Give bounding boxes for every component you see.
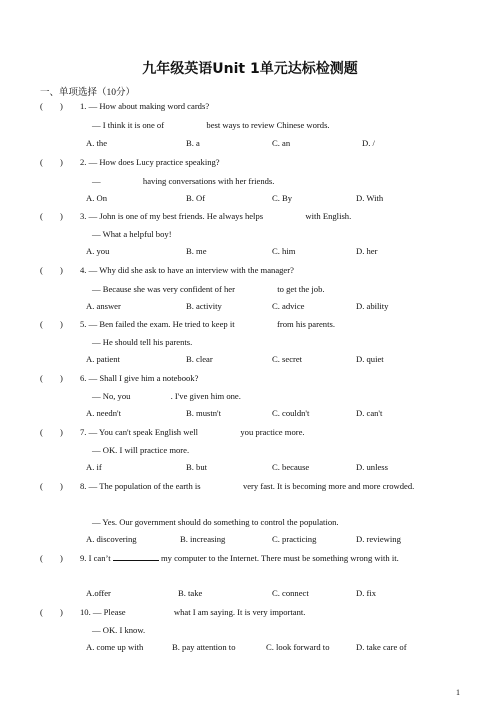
question-4: ( ) 4. — Why did she ask to have an interview with the manager? [40, 265, 294, 275]
question-2-line2: — having conversations with her friends. [92, 176, 275, 186]
option-d: D. her [356, 246, 378, 256]
question-3: ( ) 3. — John is one of my best friends. He always helps with English. [40, 211, 352, 221]
option-c: C. look forward to [266, 642, 330, 652]
option-d: D. ability [356, 301, 389, 311]
option-d: D. fix [356, 588, 377, 598]
option-c: C. connect [272, 588, 309, 598]
question-10-line2: — OK. I know. [92, 625, 146, 635]
question-2: ( ) 2. — How does Lucy practice speaking? [40, 157, 220, 167]
question-8-line2: — Yes. Our government should do something to control the population. [92, 517, 339, 527]
option-a: A. come up with [86, 642, 144, 652]
option-d: D. take care of [356, 642, 407, 652]
option-b: B. Of [186, 193, 206, 203]
option-a: A. you [86, 246, 110, 256]
section-heading: 一、单项选择（10分） [40, 88, 136, 98]
option-a: A. On [86, 193, 108, 203]
option-a: A. if [86, 462, 102, 472]
option-c: C. because [272, 462, 310, 472]
option-a: A. answer [86, 301, 121, 311]
page-title: 九年级英语Unit 1单元达标检测题 [142, 61, 358, 77]
option-d: D. / [362, 138, 375, 148]
option-b: B. increasing [180, 534, 226, 544]
question-7-line2: — OK. I will practice more. [92, 445, 190, 455]
option-b: B. me [186, 246, 207, 256]
question-1: ( ) 1. — How about making word cards? [40, 101, 210, 111]
question-8: ( ) 8. — The population of the earth is very fast. It is becoming more and more crowded. [40, 481, 415, 491]
option-a: A. discovering [86, 534, 137, 544]
question-7: ( ) 7. — You can't speak English well you practice more. [40, 427, 305, 437]
underline-blank [113, 552, 159, 561]
option-c: C. secret [272, 354, 303, 364]
option-b: B. but [186, 462, 208, 472]
question-6-line2: — No, you . I've given him one. [92, 391, 241, 401]
option-a: A.offer [86, 588, 111, 598]
option-b: B. mustn't [186, 408, 221, 418]
question-1-line2: — I think it is one of best ways to review Chinese words. [92, 120, 330, 130]
option-c: C. By [272, 193, 293, 203]
option-c: C. him [272, 246, 296, 256]
option-c: C. couldn't [272, 408, 310, 418]
option-d: D. reviewing [356, 534, 401, 544]
question-6: ( ) 6. — Shall I give him a notebook? [40, 373, 199, 383]
option-b: B. activity [186, 301, 222, 311]
option-c: C. an [272, 138, 291, 148]
option-d: D. With [356, 193, 384, 203]
option-c: C. practicing [272, 534, 317, 544]
question-10: ( ) 10. — Please what I am saying. It is very important. [40, 607, 306, 617]
question-4-line2: — Because she was very confident of her to get the job. [92, 284, 325, 294]
question-3-line2: — What a helpful boy! [92, 229, 172, 239]
question-9: ( ) 9. I can’t my computer to the Internet. There must be something wrong with it. [40, 553, 399, 563]
option-d: D. can't [356, 408, 383, 418]
option-a: A. needn't [86, 408, 121, 418]
option-b: B. clear [186, 354, 213, 364]
question-5: ( ) 5. — Ben failed the exam. He tried to keep it from his parents. [40, 319, 335, 329]
option-b: B. take [178, 588, 203, 598]
answer-bracket: ( ) [40, 101, 63, 111]
option-b: B. a [186, 138, 200, 148]
option-d: D. unless [356, 462, 388, 472]
option-b: B. pay attention to [172, 642, 236, 652]
page-number: 1 [456, 688, 460, 697]
option-d: D. quiet [356, 354, 384, 364]
question-5-line2: — He should tell his parents. [92, 337, 193, 347]
option-a: A. the [86, 138, 108, 148]
option-c: C. advice [272, 301, 305, 311]
option-a: A. patient [86, 354, 120, 364]
